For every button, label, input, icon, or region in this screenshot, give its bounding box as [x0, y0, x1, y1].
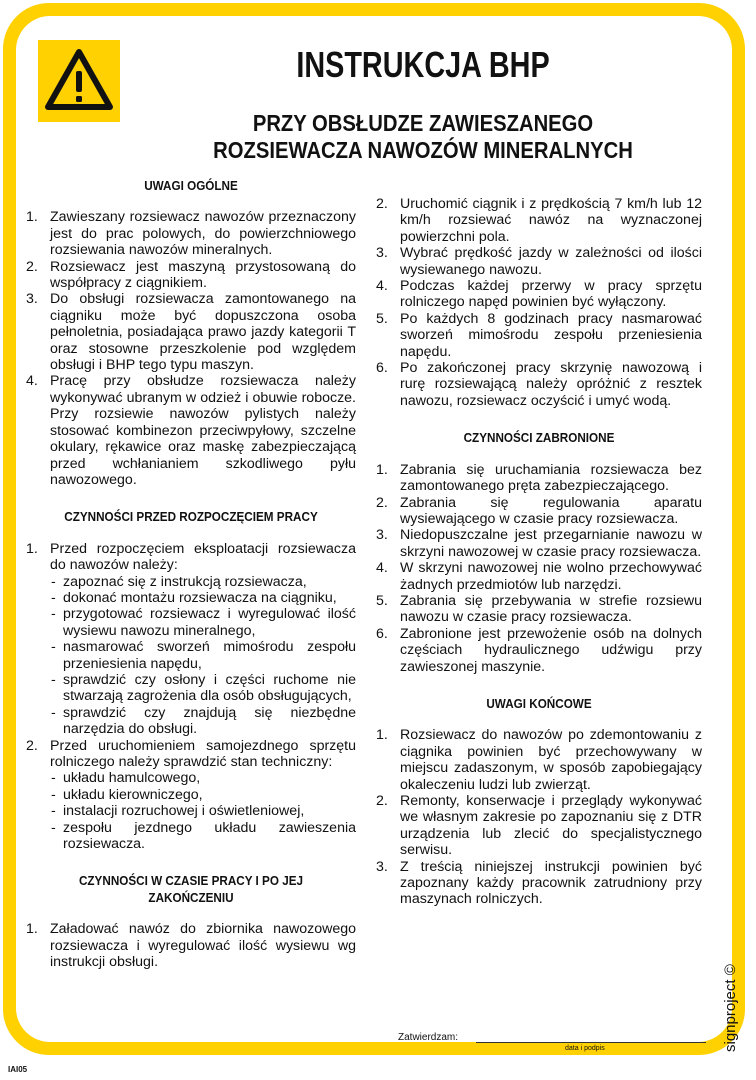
- page-title: INSTRUKCJA BHP: [296, 44, 550, 85]
- sub-list-item: - zespołu jezdnego układu zawieszenia rozsiewacza.: [50, 820, 356, 853]
- item-text: Remonty, konserwacje i przeglądy wykonywać we własnym zakresie po zapoznaniu się z DTR urządzenia lub zlecić do specjalistycznego serwisu.: [400, 793, 702, 859]
- item-number: 2.: [376, 196, 388, 212]
- list-item: [376, 859, 702, 908]
- item-number: 2.: [26, 737, 38, 754]
- item-number: 4.: [376, 278, 388, 295]
- item-text: Zabrania się regulowania aparatu wysiewającego w czasie pracy rozsiewacza.: [400, 494, 702, 527]
- item-number: 6.: [376, 360, 388, 377]
- sub-list: [50, 574, 356, 738]
- list-item: [376, 495, 702, 528]
- sub-list-item: - sprawdzić czy osłony i części ruchome nie stwarzają zagrożenia dla osób obsługujących,: [50, 672, 356, 705]
- item-text: Rozsiewacz jest maszyną przystosowaną do współpracy z ciągnikiem.: [50, 258, 356, 292]
- item-text: Uruchomić ciągnik i z prędkością 7 km/h lub 12 km/h rozsiewać nawóz na wyznaczonej powierzchni pola.: [400, 196, 702, 245]
- item-text: Do obsługi rozsiewacza zamontowanego na ciągniku może być dopuszczona osoba pełnoletnia, posiadająca prawo jazdy kategorii T oraz stosowne przeszkolenie pod względem obsługi i BHP tego typu maszyn.: [50, 291, 356, 374]
- general-notes-list: [26, 209, 356, 488]
- item-number: 6.: [376, 625, 388, 642]
- list-item: [26, 209, 356, 258]
- list-item: [376, 462, 702, 495]
- sub-list-item: - zapoznać się z instrukcją rozsiewacza,: [50, 574, 356, 590]
- list-item: [376, 360, 702, 409]
- section-heading-forbidden: CZYNNOŚCI ZABRONIONE: [463, 430, 615, 446]
- list-item: [26, 921, 356, 970]
- list-item: [376, 278, 702, 311]
- item-text: Z treścią niniejszej instrukcji powinien być zapoznany każdy pracownik zatrudniony przy maszynach rolniczych.: [400, 858, 702, 908]
- before-work-list: [26, 541, 356, 853]
- product-code: IAI05: [8, 1065, 28, 1074]
- section-heading-before-work: CZYNNOŚCI PRZED ROZPOCZĘCIEM PRACY: [64, 509, 318, 525]
- list-item: [376, 311, 702, 360]
- list-item: [26, 373, 356, 488]
- list-item: [26, 259, 356, 292]
- item-text: Zawieszany rozsiewacz nawozów przeznaczony jest do prac polowych, do powierzchniowego rozsiewania nawozów mineralnych.: [50, 209, 356, 259]
- sub-list-item: - układu hamulcowego,: [50, 770, 356, 786]
- signature-caption: data i podpis: [565, 1045, 605, 1052]
- item-text: W skrzyni nawozowej nie wolno przechowywać żadnych przedmiotów lub narzędzi.: [400, 560, 702, 593]
- page-subtitle-line1: PRZY OBSŁUDZE ZAWIESZANEGO: [252, 110, 594, 136]
- sub-list-item: - sprawdzić czy znajdują się niezbędne narzędzia do obsługi.: [50, 705, 356, 738]
- item-number: 1.: [376, 727, 388, 744]
- item-text: Niedopuszczalne jest przegarnianie nawozu w skrzyni nawozowej w czasie pracy rozsiewacza.: [400, 527, 702, 560]
- list-item: [376, 626, 702, 675]
- sub-list-item: - nasmarować sworzeń mimośrodu zespołu przeniesienia napędu,: [50, 639, 356, 672]
- list-item: [376, 793, 702, 859]
- list-item: [26, 291, 356, 373]
- item-number: 5.: [376, 310, 388, 327]
- item-text: Przed uruchomieniem samojezdnego sprzętu rolniczego należy sprawdzić stan techniczny:: [50, 737, 356, 770]
- item-number: 3.: [376, 527, 388, 544]
- item-text: Wybrać prędkość jazdy w zależności od ilości wysiewanego nawozu.: [400, 245, 702, 278]
- list-item: [376, 727, 702, 793]
- right-column: [376, 196, 702, 908]
- item-text: Zabrania się przebywania w strefie rozsiewu nawozu w czasie pracy rozsiewacza.: [400, 592, 702, 626]
- list-item: [376, 593, 702, 626]
- item-text: Podczas każdej przerwy w pracy sprzętu rolniczego napęd powinien być wyłączony.: [400, 278, 702, 311]
- signature-line: [476, 1042, 706, 1043]
- section-heading-during-work: CZYNNOŚCI W CZASIE PRACY I PO JEJ ZAKOŃCZENIU: [78, 873, 304, 905]
- list-item: [376, 245, 702, 278]
- sub-list-item: - instalacji rozruchowej i oświetleniowej,: [50, 803, 356, 819]
- item-number: 1.: [26, 209, 38, 226]
- item-number: 2.: [376, 793, 388, 809]
- item-text: Zabronione jest przewożenie osób na dolnych częściach hydraulicznego udźwigu przy zawieszonej maszynie.: [400, 625, 702, 675]
- forbidden-list: [376, 462, 702, 675]
- item-text: Załadować nawóz do zbiornika nawozowego rozsiewacza i wyregulować ilość wysiewu wg instrukcji obsługi.: [50, 921, 356, 971]
- approve-label: Zatwierdzam:: [398, 1032, 459, 1043]
- list-item: [26, 738, 356, 853]
- item-text: Zabrania się uruchamiania rozsiewacza bez zamontowanego pręta zabezpieczającego.: [400, 461, 702, 495]
- list-item: [376, 196, 702, 245]
- item-number: 3.: [376, 858, 388, 875]
- item-text: Pracę przy obsłudze rozsiewacza należy wykonywać ubranym w odzież i obuwie robocze. Przy rozsiewie nawozów pylistych należy stosować kombinezon przeciwpyłowy, szczelne okulary, rękawice oraz maskę zabezpieczającą przed wchłanianiem szkodliwego pyłu nawozowego.: [50, 373, 356, 488]
- sub-list-item: - przygotować rozsiewacz i wyregulować ilość wysiewu nawozu mineralnego,: [50, 606, 356, 639]
- sub-list: [50, 770, 356, 852]
- final-notes-list: [376, 727, 702, 907]
- item-number: 1.: [376, 461, 388, 478]
- item-text: Po każdych 8 godzinach pracy nasmarować sworzeń mimośrodu zespołu przeniesienia napędu.: [400, 310, 702, 360]
- item-number: 4.: [376, 560, 388, 577]
- during-work-list-part2: [376, 196, 702, 409]
- item-text: Po zakończonej pracy skrzynię nawozową i rurę rozsiewającą należy opróżnić z resztek nawozu, rozsiewacz oczyścić i umyć wodą.: [400, 360, 702, 409]
- warning-triangle-icon: [38, 40, 120, 122]
- item-text: Przed rozpoczęciem eksploatacji rozsiewacza do nawozów należy:: [50, 540, 356, 574]
- item-number: 1.: [26, 540, 38, 557]
- brand-mark: signproject ©: [722, 964, 739, 1052]
- item-number: 2.: [376, 494, 388, 511]
- item-number: 3.: [26, 291, 38, 308]
- item-text: Rozsiewacz do nawozów po zdemontowaniu z ciągnika powinien być przechowywany w miejscu zadaszonym, w sposób zapobiegający okaleczeniu ludzi lub zwierząt.: [400, 727, 702, 793]
- section-heading-final-notes: UWAGI KOŃCOWE: [486, 695, 592, 711]
- item-number: 3.: [376, 245, 388, 262]
- sub-list-item: - układu kierowniczego,: [50, 787, 356, 803]
- page-subtitle-line2: ROZSIEWACZA NAWOZÓW MINERALNYCH: [213, 137, 633, 163]
- section-heading-general: UWAGI OGÓLNE: [144, 178, 238, 193]
- sub-list-item: - dokonać montażu rozsiewacza na ciągniku,: [50, 590, 356, 606]
- list-item: [376, 560, 702, 593]
- item-number: 4.: [26, 373, 38, 390]
- list-item: [26, 541, 356, 738]
- left-column: [26, 178, 356, 970]
- item-number: 5.: [376, 592, 388, 609]
- item-number: 1.: [26, 921, 38, 938]
- list-item: [376, 527, 702, 560]
- item-number: 2.: [26, 258, 38, 275]
- during-work-list-part1: [26, 921, 356, 970]
